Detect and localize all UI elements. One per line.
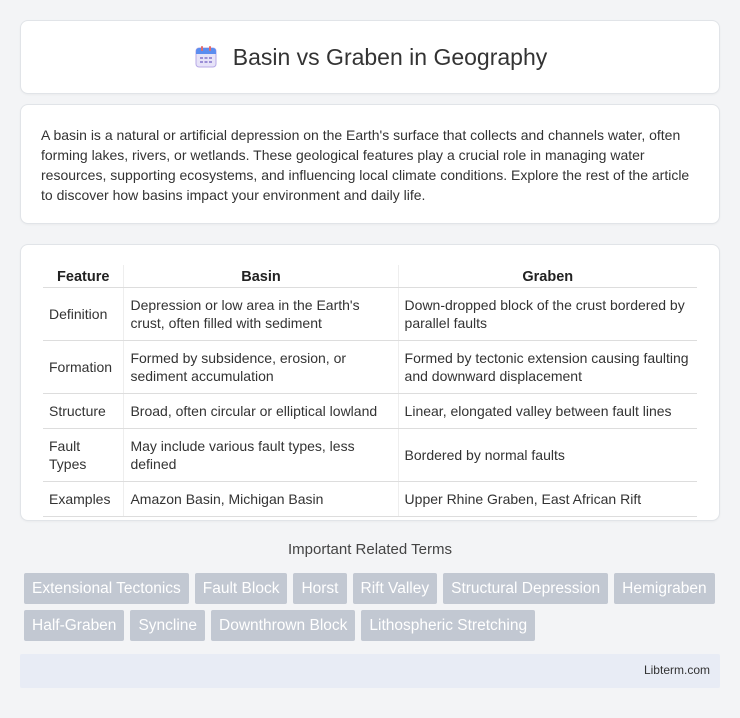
footer-brand[interactable]: Libterm.com: [643, 663, 710, 677]
row-basin: May include various fault types, less defined: [124, 429, 398, 482]
header-graben: Graben: [398, 265, 697, 288]
row-graben: Down-dropped block of the crust bordered by parallel faults: [398, 288, 697, 341]
row-feature: Fault Types: [43, 429, 124, 482]
row-basin: Broad, often circular or elliptical lowland: [124, 394, 398, 429]
row-graben: Upper Rhine Graben, East African Rift: [398, 482, 697, 517]
tag-syncline[interactable]: Syncline: [130, 610, 205, 641]
table-row: [43, 429, 697, 482]
calendar-icon: [193, 44, 219, 70]
table-header-row: [43, 265, 697, 288]
tag-fault-block[interactable]: Fault Block: [195, 573, 288, 604]
row-graben: Bordered by normal faults: [398, 429, 697, 482]
comparison-table: [43, 265, 697, 517]
related-terms-tags: [24, 573, 724, 641]
intro-card: [20, 104, 720, 224]
table-row: [43, 288, 697, 341]
tag-hemigraben[interactable]: Hemigraben: [614, 573, 714, 604]
tag-horst[interactable]: Horst: [293, 573, 346, 604]
tag-lithospheric-stretching[interactable]: Lithospheric Stretching: [361, 610, 535, 641]
row-feature: Formation: [43, 341, 124, 394]
tag-half-graben[interactable]: Half-Graben: [24, 610, 124, 641]
intro-text: A basin is a natural or artificial depression on the Earth's surface that collects and channels water, often forming lakes, rivers, or wetlands. These geological features play a crucial role in managing water resources, supporting ecosystems, and influencing local climate conditions. Explore the rest of the article to discover how basins impact your environment and daily life.: [41, 127, 690, 203]
related-terms-title: Important Related Terms: [288, 541, 452, 558]
row-feature: Definition: [43, 288, 124, 341]
header-card: [20, 20, 720, 94]
header-basin: Basin: [124, 265, 398, 288]
tag-downthrown-block[interactable]: Downthrown Block: [211, 610, 355, 641]
row-basin: Amazon Basin, Michigan Basin: [124, 482, 398, 517]
table-row: [43, 394, 697, 429]
comparison-table-card: [20, 244, 720, 521]
row-feature: Structure: [43, 394, 124, 429]
row-graben: Linear, elongated valley between fault lines: [398, 394, 697, 429]
tag-structural-depression[interactable]: Structural Depression: [443, 573, 608, 604]
row-basin: Depression or low area in the Earth's crust, often filled with sediment: [124, 288, 398, 341]
header-feature: Feature: [43, 265, 124, 288]
table-row: [43, 482, 697, 517]
tag-rift-valley[interactable]: Rift Valley: [353, 573, 438, 604]
row-graben: Formed by tectonic extension causing faulting and downward displacement: [398, 341, 697, 394]
page-title: Basin vs Graben in Geography: [232, 43, 548, 70]
tag-extensional-tectonics[interactable]: Extensional Tectonics: [24, 573, 189, 604]
table-row: [43, 341, 697, 394]
row-feature: Examples: [43, 482, 124, 517]
footer: [20, 654, 720, 688]
row-basin: Formed by subsidence, erosion, or sediment accumulation: [124, 341, 398, 394]
